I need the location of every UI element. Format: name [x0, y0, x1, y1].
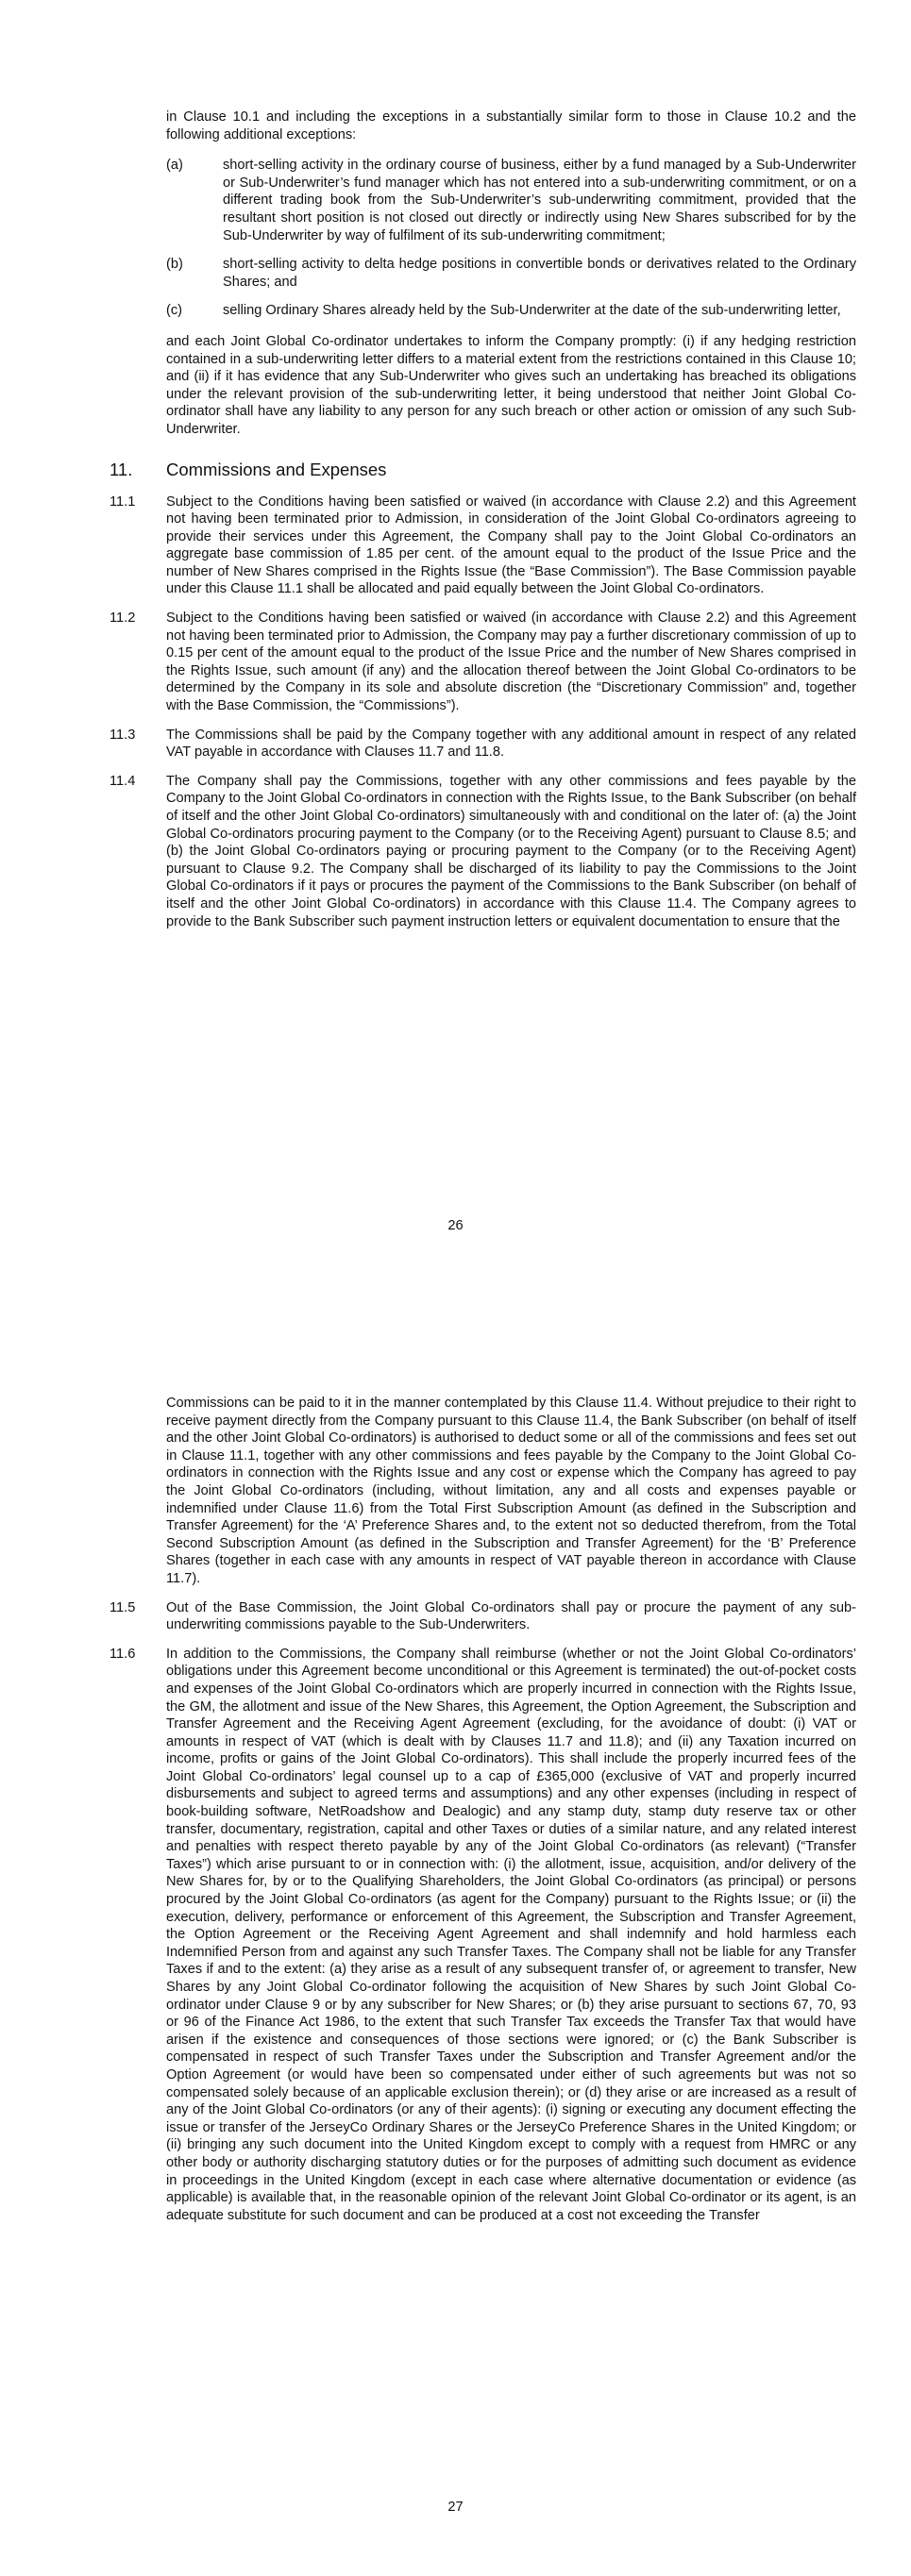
- heading-text: Commissions and Expenses: [166, 459, 387, 479]
- clause-number: 11.1: [110, 493, 136, 510]
- lead-paragraph: in Clause 10.1 and including the exceptions in a substantially similar form to those in Clause 10.2 and the following additional exceptions:: [166, 109, 856, 142]
- clause-number: 11.5: [110, 1599, 136, 1615]
- clause-number: 11.3: [110, 727, 136, 743]
- exception-item-a: [166, 157, 856, 244]
- clause-number: 11.6: [110, 1646, 136, 1662]
- item-text: short-selling activity in the ordinary course of business, either by a fund managed by a Sub-Underwriter or Sub-Underwriter’s fund manager which has not entered into a sub-underwriting commitment, or on a different trading book from the Sub-Underwriter’s sub-underwriting commitment, provided that the resultant short position is not closed out directly or indirectly using New Shares subscribed for by the Sub-Underwriter by way of fulfilment of its sub-underwriting commitment;: [223, 158, 856, 243]
- section-heading: [110, 459, 911, 480]
- page-number: 27: [447, 2500, 464, 2515]
- exception-item-c: [166, 302, 856, 320]
- clause-11-5: [110, 1599, 856, 1634]
- clause-text: Out of the Base Commission, the Joint Global Co-ordinators shall pay or procure the payment of any sub-underwriting commissions payable to the Sub-Underwriters.: [166, 1599, 856, 1633]
- clause-11-2: [110, 610, 856, 715]
- item-text: selling Ordinary Shares already held by the Sub-Underwriter at the date of the sub-underwriting letter,: [223, 303, 841, 319]
- heading-number: 11.: [110, 459, 133, 479]
- page-number: 26: [447, 1218, 464, 1233]
- clause-text: Subject to the Conditions having been satisfied or waived (in accordance with Clause 2.2) and this Agreement not having been terminated prior to Admission, the Company may pay a further discretionary commission of up to 0.15 per cent of the amount equal to the product of the Issue Price and the number of New Shares comprised in the Rights Issue, such amount (if any) and the allocation thereof between the Joint Global Co-ordinators to be determined by the Company in its sole and absolute discretion (the “Discretionary Commission” and, together with the Base Commission, the “Commissions”).: [166, 611, 856, 714]
- closing-paragraph: and each Joint Global Co-ordinator undertakes to inform the Company promptly: (i) if any hedging restriction contained in a sub-underwriting letter differs to a material extent from the restrictions contained in this Clause 10; and (ii) if it has evidence that any Sub-Underwriter who gives such an undertaking has breached its obligations under the relevant provision of the sub-underwriting letter, it being understood that neither Joint Global Co-ordinator shall have any liability to any person for any such breach or other action or omission of any such Sub-Underwriter.: [166, 333, 856, 437]
- clause-text: In addition to the Commissions, the Company shall reimburse (whether or not the Joint Global Co-ordinators’ obligations under this Agreement become unconditional or this Agreement is terminated) the out-of-pocket costs and expenses of the Joint Global Co-ordinators which are properly incurred in connection with the Rights Issue, the GM, the allotment and issue of the New Shares, this Agreement, the Option Agreement, the Subscription and Transfer Agreement and the Receiving Agent Agreement (excluding, for the avoidance of doubt: (i) VAT or amounts in respect of VAT (which is dealt with by Clauses 11.7 and 11.8); and (ii) any Taxation incurred on income, profits or gains of the Joint Global Co-ordinators). This shall include the properly incurred fees of the Joint Global Co-ordinators’ legal counsel up to a cap of £365,000 (exclusive of VAT and properly incurred disbursements and subject to agreed terms and assumptions) and any other expenses (including in respect of book-building software, NetRoadshow and Dealogic) and any stamp duty, stamp duty reserve tax or other transfer, documentary, registration, capital and other Taxes or duties of a similar nature, and any related interest and penalties with respect thereto payable by any of the Joint Global Co-ordinators (as relevant) (“Transfer Taxes”) which arise pursuant to or in connection with: (i) the allotment, issue, acquisition, and/or delivery of the New Shares for, by or to the Qualifying Shareholders, the Joint Global Co-ordinators (as principal) or persons procured by the Joint Global Co-ordinators (as agent for the Company) pursuant to the Rights Issue; or (ii) the execution, delivery, performance or enforcement of this Agreement, the Subscription and Transfer Agreement, the Option Agreement or the Receiving Agent Agreement and shall indemnify and hold harmless each Indemnified Person from and against any such Transfer Taxes. The Company shall not be liable for any Transfer Taxes if and to the extent: (a) they arise as a result of any subsequent transfer of, or agreement to transfer, New Shares by any Joint Global Co-ordinator following the acquisition of New Shares by such Joint Global Co-ordinator under Clause 9 or by any subscriber for New Shares; or (b) they arise pursuant to sections 67, 70, 93 or 96 of the Finance Act 1986, to the extent that such Transfer Tax exceeds the Transfer Tax that would have arisen if the existence and consequences of those sections were ignored; or (c) the Bank Subscriber is compensated in respect of such Transfer Taxes under the Subscription and Transfer Agreement and/or the Option Agreement (or would have been so compensated under either of such agreements but was not so compensated solely because of an applicable exclusion therein); or (d) they arise or are increased as a result of any of the Joint Global Co-ordinators (or any of their agents): (i) signing or executing any document effecting the issue or transfer of the JerseyCo Ordinary Shares or the JerseyCo Preference Shares in the United Kingdom; or (ii) bringing any such document into the United Kingdom except to comply with a request from HMRC or any other body or authority discharging statutory duties or for the purposes of admitting such document as evidence in proceedings in the United Kingdom (except in each case where alternative documentation or evidence (as applicable) is available that, in the reasonable opinion of the relevant Joint Global Co-ordinator or its agent, is an adequate substitute for such document and can be produced at a cost not exceeding the Transfer: [166, 1646, 856, 2223]
- clause-text: The Commissions shall be paid by the Company together with any additional amount in respect of any related VAT payable in accordance with Clauses 11.7 and 11.8.: [166, 727, 856, 761]
- clause-11-6: [110, 1646, 856, 2225]
- exception-item-b: [166, 256, 856, 291]
- continuation-paragraph: Commissions can be paid to it in the manner contemplated by this Clause 11.4. Without prejudice to their right to receive payment directly from the Company pursuant to this Clause 11.4, the Bank Subscriber (on behalf of itself and the other Joint Global Co-ordinators) is authorised to deduct some or all of the commissions and fees set out in Clause 11.1, together with any other commissions and fees payable by the Company to the Joint Global Co-ordinators in connection with the Rights Issue and any cost or expense which the Company has agreed to pay the Joint Global Co-ordinators (including, without limitation, any and all costs and expenses payable or indemnified under Clause 11.6) from the Total First Subscription Amount (as defined in the Subscription and Transfer Agreement) for the ‘A’ Preference Shares and, to the extent not so deducted therefrom, from the Total Second Subscription Amount (as defined in the Subscription and Transfer Agreement) for the ‘B’ Preference Shares (together in each case with any amounts in respect of VAT payable thereon in accordance with Clause 11.7).: [166, 1396, 856, 1586]
- clause-11-1: [110, 493, 856, 599]
- clause-11-4: [110, 773, 856, 930]
- item-label: (c): [166, 303, 183, 319]
- clause-text: The Company shall pay the Commissions, together with any other commissions and fees payable by the Company to the Joint Global Co-ordinators in connection with the Rights Issue, to the Bank Subscriber (on behalf of itself and the other Joint Global Co-ordinators) simultaneously with and conditional on the later of: (a) the Joint Global Co-ordinators procuring payment to the Company (or to the Receiving Agent) pursuant to Clause 8.5; and (b) the Joint Global Co-ordinators paying or procuring payment to the Company (or to the Receiving Agent) pursuant to Clause 9.2. The Company shall be discharged of its liability to pay the Commissions to the Joint Global Co-ordinators if it pays or procures the payment of the Commissions to the Bank Subscriber (on behalf of itself and the other Joint Global Co-ordinators) in accordance with this Clause 11.4. The Company agrees to provide to the Bank Subscriber such payment instruction letters or equivalent documentation to ensure that the: [166, 773, 856, 929]
- clause-number: 11.2: [110, 611, 136, 627]
- item-label: (a): [166, 158, 183, 174]
- page-26: [0, 109, 911, 930]
- item-label: (b): [166, 257, 183, 273]
- item-text: short-selling activity to delta hedge positions in convertible bonds or derivatives related to the Ordinary Shares; and: [223, 257, 856, 290]
- page-27: [0, 1395, 911, 2224]
- clause-text: Subject to the Conditions having been satisfied or waived (in accordance with Clause 2.2) and this Agreement not having been terminated prior to Admission, in consideration of the Joint Global Co-ordinators agreeing to provide their services under this Agreement, the Company shall pay to the Joint Global Co-ordinators an aggregate base commission of 1.85 per cent. of the amount equal to the product of the Issue Price and the number of New Shares comprised in the Rights Issue (the “Base Commission”). The Base Commission payable under this Clause 11.1 shall be allocated and paid equally between the Joint Global Co-ordinators.: [166, 493, 856, 597]
- clause-number: 11.4: [110, 773, 136, 789]
- clause-11-3: [110, 727, 856, 761]
